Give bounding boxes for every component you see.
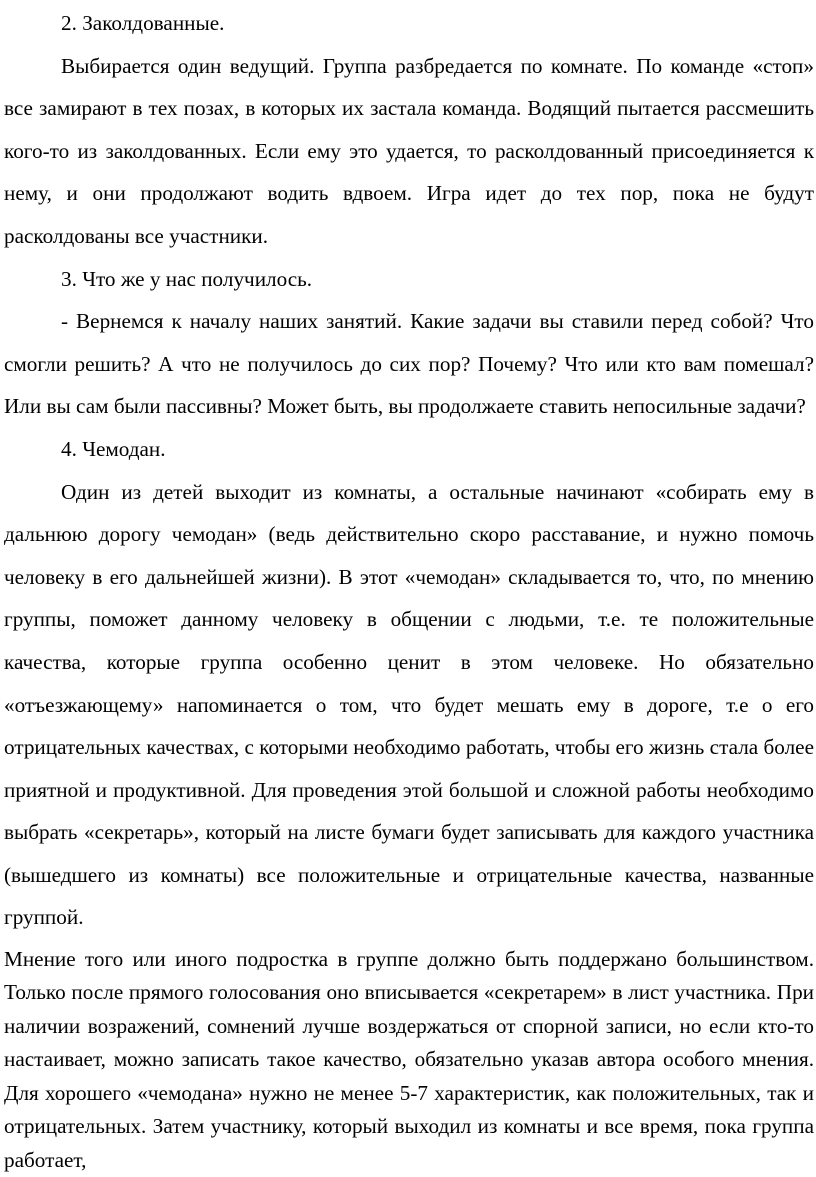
heading-chto-poluchilos: 3. Что же у нас получилось. — [61, 266, 313, 291]
paragraph-chemodan-description: Один из детей выходит из комнаты, а остальные начинают «собирать ему в дальнюю дорогу чемодан» (ведь действительно скоро расставание, и нужно помочь человеку в его дальнейшей жизни). В этот «чемодан» складывается то, что, по мнению группы, поможет данному человеку в общении с людьми, т.е. те положительные качества, которые группа особенно ценит в этом человеке. Но обязательно «отъезжающему» напоминается о том, что будет мешать ему в дороге, т.е о его отрицательных качествах, с которыми необходимо работать, чтобы его жизнь стала более приятной и продуктивной. Для проведения этой большой и сложной работы необходимо выбрать «секретарь», который на листе бумаги будет записывать для каждого участника (вышедшего из комнаты) все положительные и отрицательные качества, названные группой. — [4, 479, 814, 930]
paragraph-chemodan-voting: Мнение того или иного подростка в группе должно быть поддержано большинством. Только после прямого голосования оно вписывается «секретарем» в лист участника. При наличии возражений, сомнений лучше воздержаться от спорной записи, но если кто-то настаивает, можно записать такое качество, обязательно указав автора особого мнения. Для хорошего «чемодана» нужно не менее 5-7 характеристик, как положительных, так и отрицательных. Затем участнику, который выходил из комнаты и все время, пока группа работает, — [4, 947, 814, 1172]
paragraph-zakoldovannye-rules: Выбирается один ведущий. Группа разбредается по комнате. По команде «стоп» все замирают в тех позах, в которых их застала команда. Водящий пытается рассмешить кого-то из заколдованных. Если ему это удается, то расколдованный присоединяется к нему, и они продолжают водить вдвоем. Игра идет до тех пор, пока не будут расколдованы все участники. — [4, 53, 814, 248]
heading-zakoldovannye: 2. Заколдованные. — [61, 11, 225, 35]
paragraph-chto-poluchilos-questions: - Вернемся к началу наших занятий. Какие задачи вы ставили перед собой? Что смогли решить? А что не получилось до сих пор? Почему? Что или кто вам помешал? Или вы сам были пассивны? Может быть, вы продолжаете ставить непосильные задачи? — [4, 309, 814, 419]
heading-chemodan: 4. Чемодан. — [61, 436, 166, 461]
